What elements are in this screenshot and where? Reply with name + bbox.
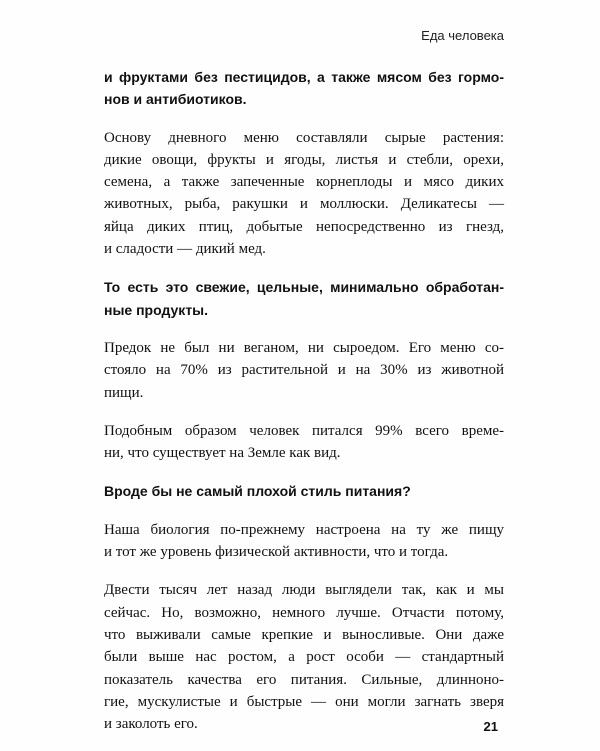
text-line: что выживали самые крепкие и выносливые. Они даже [104, 626, 504, 643]
paragraph-2 [104, 127, 504, 261]
text-line: То есть это свежие, цельные, минимально обработан- [104, 279, 504, 296]
paragraph-3 [104, 276, 504, 321]
paragraph-1 [104, 66, 504, 111]
running-header: Еда человека [421, 28, 504, 43]
text-line: стояло на 70% из растительной и на 30% из животной [104, 362, 504, 379]
body-text [104, 66, 504, 751]
text-line: ни, что существует на Земле как вид. [104, 445, 341, 462]
text-line: Основу дневного меню составляли сырые растения: [104, 129, 504, 146]
paragraph-4 [104, 337, 504, 404]
text-line: ные продукты. [104, 301, 209, 318]
text-line: и заколоть его. [104, 716, 198, 733]
text-line: и фруктами без пестицидов, а также мясом без гормо- [104, 69, 504, 85]
text-line: дикие овощи, фрукты и ягоды, листья и стебли, орехи, [104, 151, 504, 168]
text-line: Подобным образом человек питался 99% всего време- [104, 422, 504, 439]
text-line: Наша биология по-прежнему настроена на ту же пищу [104, 521, 504, 538]
text-line: семена, а также запеченные корнеплоды и мясо диких [104, 174, 504, 191]
text-line: нов и антибиотиков. [104, 91, 247, 108]
paragraph-6 [104, 480, 504, 502]
text-line: яйца диких птиц, добытые непосредственно из гнезд, [104, 218, 504, 235]
text-line: пищи. [104, 384, 144, 401]
text-line: Предок не был ни веганом, ни сыроедом. Его меню со- [104, 339, 504, 356]
page-number: 21 [483, 719, 498, 734]
text-line: гие, мускулистые и быстрые — они могли загнать зверя [104, 693, 504, 710]
text-line: показатель качества его питания. Сильные, длинноно- [104, 671, 504, 688]
text-line: животных, рыба, ракушки и моллюски. Деликатесы — [104, 196, 504, 213]
paragraph-8 [104, 579, 504, 735]
text-line: были выше нас ростом, а рост особи — стандартный [104, 649, 504, 666]
paragraph-5 [104, 420, 504, 465]
text-line: Вроде бы не самый плохой стиль питания? [104, 483, 411, 500]
paragraph-7 [104, 519, 504, 564]
text-line: и сладости — дикий мед. [104, 241, 266, 258]
text-line: и тот же уровень физической активности, что и тогда. [104, 544, 449, 561]
text-line: сейчас. Но, возможно, немного лучше. Отчасти потому, [104, 604, 504, 621]
text-line: Двести тысяч лет назад люди выглядели так, как и мы [104, 582, 504, 599]
